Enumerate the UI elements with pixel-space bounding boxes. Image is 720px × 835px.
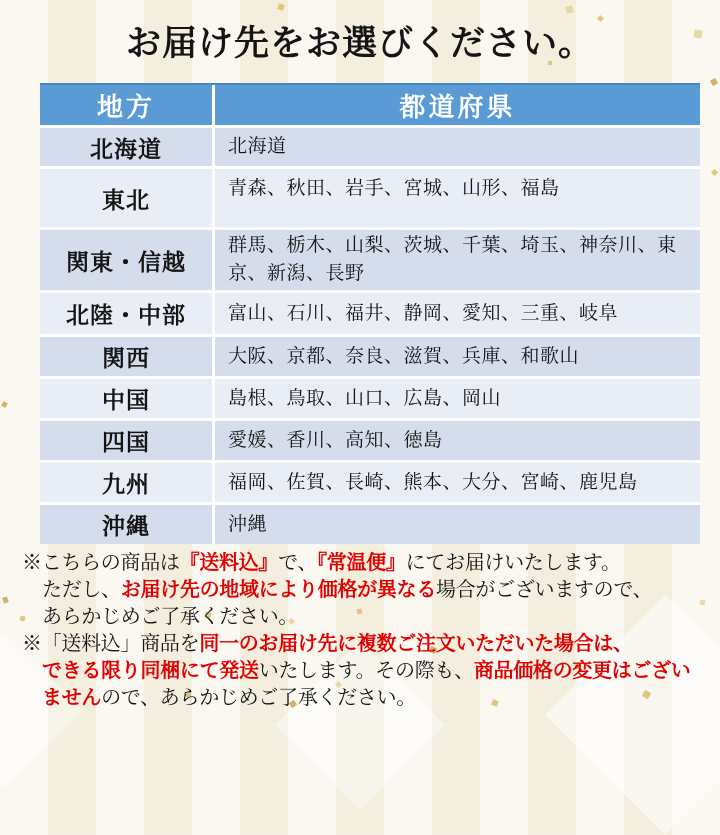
confetti-speck-icon xyxy=(710,78,718,86)
table-row-okinawa xyxy=(40,505,700,544)
confetti-speck-icon xyxy=(711,169,718,176)
note-text-red: 『送料込』 xyxy=(179,552,279,574)
note-text: で、 xyxy=(278,552,318,574)
prefectures-cell: 島根、鳥取、山口、広島、岡山 xyxy=(215,379,700,418)
region-cell: 北海道 xyxy=(40,128,212,166)
note-text: ※こちらの商品は xyxy=(22,552,180,574)
table-row-hokkaido xyxy=(40,128,700,166)
note-text: ので、あらかじめご了承ください。 xyxy=(101,687,416,709)
confetti-speck-icon xyxy=(277,3,285,11)
region-cell: 北陸・中部 xyxy=(40,293,212,334)
note-line xyxy=(22,685,712,712)
footnotes xyxy=(22,550,712,712)
prefectures-cell: 青森、秋田、岩手、宮城、山形、福島 xyxy=(215,169,700,227)
table-row-hokuriku-chubu xyxy=(40,293,700,334)
prefectures-cell: 福岡、佐賀、長崎、熊本、大分、宮崎、鹿児島 xyxy=(215,463,700,502)
prefectures-cell: 富山、石川、福井、静岡、愛知、三重、岐阜 xyxy=(215,293,700,334)
note-text: ※「送料込」商品を xyxy=(22,633,200,655)
region-cell: 四国 xyxy=(40,421,212,460)
region-cell: 東北 xyxy=(40,169,212,227)
region-cell: 関西 xyxy=(40,337,212,376)
table-header-prefectures: 都道府県 xyxy=(215,85,700,125)
table-row-kanto-shinetsu xyxy=(40,230,700,290)
confetti-speck-icon xyxy=(2,596,9,603)
prefectures-cell: 群馬、栃木、山梨、茨城、千葉、埼玉、神奈川、東京、新潟、長野 xyxy=(215,230,700,290)
note-line xyxy=(22,577,712,604)
note-text: あらかじめご了承ください。 xyxy=(42,606,299,628)
prefectures-cell: 大阪、京都、奈良、滋賀、兵庫、和歌山 xyxy=(215,337,700,376)
table-row-shikoku xyxy=(40,421,700,460)
region-cell: 中国 xyxy=(40,379,212,418)
region-cell: 沖縄 xyxy=(40,505,212,544)
confetti-speck-icon xyxy=(565,5,574,14)
page-title: お届け先をお選びください。 xyxy=(125,24,594,63)
note-text: ただし、 xyxy=(42,579,121,601)
note-line xyxy=(22,604,712,631)
note-text-red: 同一のお届け先に複数ご注文いただいた場合は、 xyxy=(199,633,633,655)
note-bundled-shipping xyxy=(22,631,712,712)
table-body xyxy=(40,128,700,544)
prefectures-cell: 北海道 xyxy=(215,128,700,166)
region-table xyxy=(40,83,700,544)
note-text: 場合がございますので、 xyxy=(436,579,653,601)
confetti-speck-icon xyxy=(1,401,8,408)
table-row-kansai xyxy=(40,337,700,376)
note-text-red: できる限り同梱にて発送 xyxy=(42,660,259,682)
note-text-red: ません xyxy=(42,687,102,709)
table-row-tohoku xyxy=(40,169,700,227)
note-line xyxy=(22,550,712,577)
note-text-red: 商品価格の変更はござい xyxy=(473,660,691,682)
region-cell: 九州 xyxy=(40,463,212,502)
note-line xyxy=(22,658,712,685)
prefectures-cell: 沖縄 xyxy=(215,505,700,544)
region-cell: 関東・信越 xyxy=(40,230,212,290)
table-row-kyushu xyxy=(40,463,700,502)
prefectures-cell: 愛媛、香川、高知、徳島 xyxy=(215,421,700,460)
note-shipping-included xyxy=(22,550,712,631)
table-header-row xyxy=(40,83,700,125)
table-header-region: 地方 xyxy=(40,85,212,125)
note-text-red: 『常温便』 xyxy=(317,552,406,574)
note-text-red: お届け先の地域により価格が異なる xyxy=(120,579,437,601)
note-text: にてお届けいたします。 xyxy=(405,552,621,574)
note-line xyxy=(22,631,712,658)
note-text: いたします。その際も、 xyxy=(258,660,474,682)
table-row-chugoku xyxy=(40,379,700,418)
